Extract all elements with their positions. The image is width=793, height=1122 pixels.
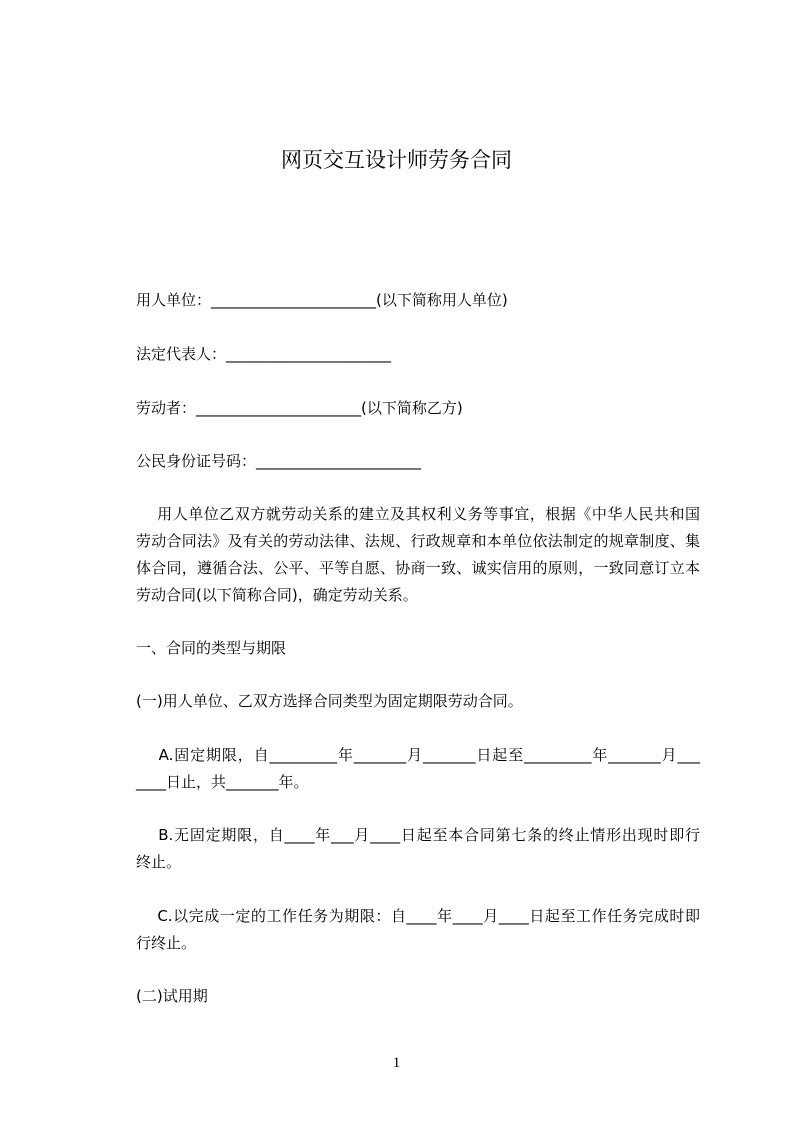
option-a: ____日止，共_______年。 [136,773,309,791]
intro-line: 体合同，遵循合法、公平、平等自愿、协商一致、诚实信用的原则，一致同意订立本 [136,559,700,577]
field-worker: 劳动者：______________________(以下简称乙方) [136,399,463,417]
section-heading: 一、合同的类型与期限 [136,639,287,657]
option-c: 行终止。 [136,934,197,952]
page-number: 1 [392,1055,401,1071]
option-a: A.固定期限，自_________年_______月_______日起至_________年_______月___ [136,746,700,764]
option-c: C.以完成一定的工作任务为期限：自____年____月____日起至工作任务完成时即 [136,907,700,925]
subsection-heading: (一)用人单位、乙双方选择合同类型为固定期限劳动合同。 [136,692,523,710]
document-title: 网页交互设计师劳务合同 [281,148,512,172]
field-id-number: 公民身份证号码：______________________ [136,452,422,470]
field-employer: 用人单位：______________________(以下简称用人单位) [136,291,508,309]
intro-line: 劳动合同法》及有关的劳动法律、法规、行政规章和本单位依法制定的规章制度、集 [136,532,700,550]
field-legal-rep: 法定代表人：______________________ [136,345,392,363]
subsection-heading: (二)试用期 [136,987,208,1005]
option-b: 终止。 [136,853,182,871]
intro-line: 用人单位乙双方就劳动关系的建立及其权利义务等事宜，根据《中华人民共和国 [136,505,700,523]
intro-line: 劳动合同(以下简称合同)，确定劳动关系。 [136,586,418,604]
option-b: B.无固定期限，自____年___月____日起至本合同第七条的终止情形出现时即行 [136,826,700,844]
